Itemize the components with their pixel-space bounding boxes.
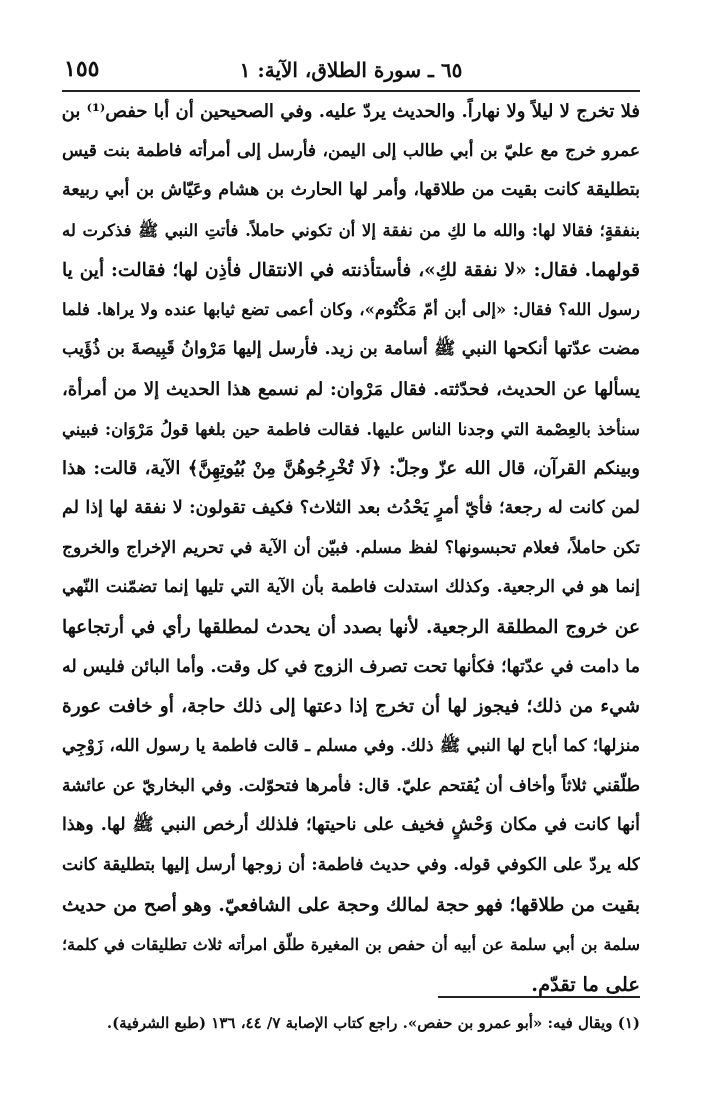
- text-line: إنما هو في الرجعية. وكذلك استدلت فاطمة بأن الآية التي تليها إنما تضمّنت النّهي: [62, 577, 640, 598]
- page-header: [62, 52, 640, 88]
- text-line: شيء من ذلك؛ فيجوز لها أن تخرج إذا دعتها إلى ذلك حاجة، أو خافت عورة: [62, 696, 640, 718]
- text-line: عمرو خرج مع عليّ بن أبي طالب إلى اليمن، فأرسل إلى أمرأته فاطمة بنت قيس: [62, 140, 640, 161]
- text-line: سنأخذ بالعِصْمة التي وجدنا الناس عليها. فقالت فاطمة حين بلغها قولُ مَرْوَان: فبيني: [62, 419, 640, 439]
- text-line: مضت عدّتها أنكحها النبي ﷺ أسامة بن زيد. فأرسل إليها مَرْوانُ قَبِيصةَ بن ذُؤَيب: [62, 339, 640, 360]
- text-line: ما دامت في عدّتها؛ فكأنها تحت تصرف الزوج في كل وقت. وأما البائن فليس له: [62, 656, 640, 677]
- text-line: قولهما. فقال: «لا نفقة لكِ»، فأستأذنته في الانتقال فأذِن لها؛ فقالت: أين يا: [62, 259, 640, 281]
- text-line: لمن كانت له رجعة؛ فأيّ أمرٍ يَحْدُث بعد الثلاث؟ فكيف تقولون: لا نفقة لها إذا لم: [62, 497, 640, 518]
- page-number: ١٥٥: [64, 56, 100, 82]
- text-line: عن خروج المطلقة الرجعية. لأنها بصدد أن يحدث لمطلقها رأي في أرتجاعها: [62, 616, 640, 638]
- text-line: رسول الله؟ فقال: «إلى أبن أمّ مَكْتُوم»، وكان أعمى تضع ثيابها عنده ولا يراها. فلما: [62, 300, 640, 320]
- text-line: بتطليقة كانت بقيت من طلاقها، وأمر لها الحارث بن هشام وعَيّاش بن أبي ربيعة: [62, 180, 640, 201]
- text-line: تكن حاملاً، فعلام تحبسونها؟ لفظ مسلم. فبيّن أن الآية في تحريم الإخراج والخروج: [62, 537, 640, 558]
- text-line: وبينكم القرآن، قال الله عزّ وجلّ: ﴿لَا تُخْرِجُوهُنَّ مِنْ بُيُوتِهِنَّ﴾ الآية، قالت: هذا: [62, 458, 640, 480]
- main-text: [62, 92, 640, 1005]
- text-line: سلمة بن أبي سلمة عن أبيه أن حفص بن المغيرة طلّق امرأته ثلاث تطليقات في كلمة؛: [62, 935, 640, 955]
- footnote: (١) ويقال فيه: «أبو عمرو بن حفص». راجع كتاب الإصابة ٧/ ٤٤، ١٣٦ (طبع الشرفية).: [106, 1014, 640, 1032]
- text-line: على ما تقدّم.: [531, 973, 640, 997]
- running-title: ٦٥ ـ سورة الطلاق، الآية: ١: [239, 58, 463, 82]
- text-line: بقيت من طلاقها؛ فهو حجة لمالك وحجة على الشافعيّ. وهو أصح من حديث: [62, 894, 640, 916]
- text-line: بنفقةٍ؛ فقالا لها: والله ما لكِ من نفقة إلا أن تكوني حاملاً. فأتتِ النبي ﷺ فذكرت له: [62, 221, 640, 241]
- text-line: فلا تخرج لا ليلاً ولا نهاراً. والحديث يردّ عليه. وفي الصحيحين أن أبا حفص⁽¹⁾ بن: [62, 101, 640, 122]
- text-line: أنها كانت في مكان وَحْشٍ فخيف على ناحيتها؛ فلذلك أرخص النبي ﷺ لها. وهذا: [62, 815, 640, 836]
- text-line: طلّقني ثلاثاً وأخاف أن يُقتحم عليّ. قال: فأمرها فتحوّلت. وفي البخاريّ عن عائشة: [62, 775, 640, 796]
- text-line: يسألها عن الحديث، فحدّثته. فقال مَرْوان: لم نسمع هذا الحديث إلا من أمرأة،: [62, 378, 640, 400]
- text-line: منزلها؛ كما أباح لها النبي ﷺ ذلك. وفي مسلم ـ قالت فاطمة يا رسول الله، زَوْجِي: [62, 736, 640, 756]
- text-line: كله يردّ على الكوفي قوله. وفي حديث فاطمة: أن زوجها أرسل إليها بتطليقة كانت: [62, 855, 640, 876]
- footnote-divider: [438, 996, 640, 998]
